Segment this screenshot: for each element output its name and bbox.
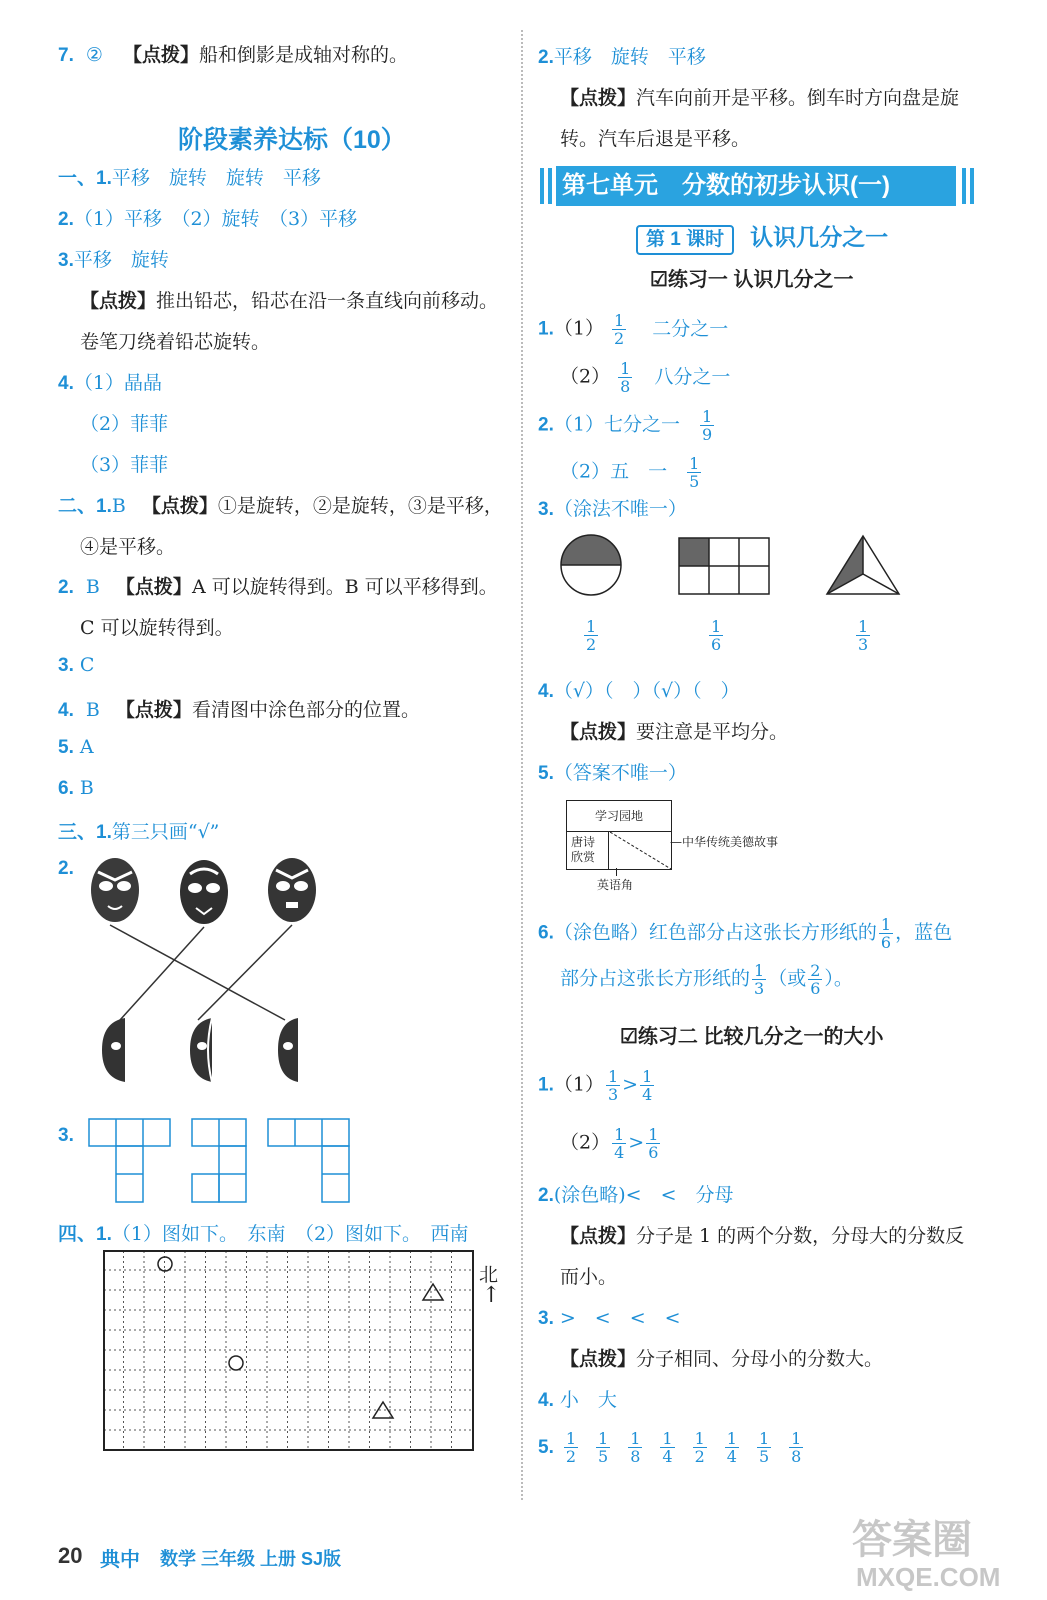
match-line-2: [120, 927, 204, 1020]
right-e6-2: 部分占这张长方形纸的 $\frac{1}{3}$ （或 $\frac{2}{6}$ ）。: [560, 961, 853, 998]
fraction-half: $\frac{1}{2}$: [614, 311, 625, 348]
circle-marker-2: [229, 1356, 243, 1370]
right-f2: 2.(涂色略)< < 分母: [538, 1184, 734, 1206]
shape-3-fraction: $\frac{1}{3}$: [858, 617, 869, 654]
left-s3-3-num: 3.: [58, 1125, 74, 1146]
triangle-marker-1: [423, 1284, 443, 1300]
exercise-1-title: ☑练习一 认识几分之一: [650, 269, 854, 291]
watermark-url: MXQE.COM: [856, 1562, 1001, 1592]
board-side-label: —中华传统美德故事: [670, 835, 779, 849]
fraction-sequence: [562, 1430, 806, 1465]
right-e6: 6.（涂色略）红色部分占这张长方形纸的 $\frac{1}{6}$ ，蓝色: [538, 915, 953, 952]
sequence-fraction: $\frac{1}{5}$: [598, 1429, 609, 1466]
left-s1-1: 一、1.平移 旋转 旋转 平移: [58, 167, 321, 189]
page-number: 20: [58, 1543, 83, 1568]
right-e1-1: 1.（1） $\frac{1}{2}$ 二分之一: [538, 311, 729, 348]
left-s1-3: 3.平移 旋转: [58, 249, 169, 271]
exercise-2-title: ☑练习二 比较几分之一的大小: [620, 1026, 884, 1048]
banner-bar-left-2: [548, 168, 552, 204]
circle-half-shaded: [561, 535, 621, 595]
unit-banner: [540, 166, 984, 206]
watermark-logo: 答案圈: [852, 1518, 972, 1562]
right-e1-2: （2） $\frac{1}{8}$ 八分之一: [560, 359, 731, 396]
right-e4-tip: 【点拨】要注意是平均分。: [560, 721, 789, 743]
left-s2-2: 2. B 【点拨】A 可以旋转得到。B 可以平移得到。: [58, 576, 498, 598]
shape-1-fraction: $\frac{1}{2}$: [586, 617, 597, 654]
sequence-fraction: $\frac{1}{2}$: [565, 1429, 577, 1466]
column-divider: [521, 30, 523, 1500]
lesson-tag: 第 1 课时: [636, 225, 734, 255]
left-s2-1: 二、1.B 【点拨】①是旋转，②是旋转，③是平移，: [58, 495, 503, 517]
sequence-fraction: $\frac{1}{8}$: [791, 1429, 802, 1466]
right-e3: 3.（涂法不唯一）: [538, 498, 687, 520]
right-e5: 5.（答案不唯一）: [538, 762, 687, 784]
right-q2: 2.平移 旋转 平移: [538, 46, 706, 68]
left-s1-4: 4.（1）晶晶: [58, 372, 162, 394]
north-arrow-icon: ↑: [482, 1283, 501, 1308]
left-s1-4-a2: （2）菲菲: [80, 413, 169, 435]
right-e2-1: 2.（1）七分之一 $\frac{1}{9}$: [538, 407, 713, 444]
lesson-title: 认识几分之一: [750, 224, 889, 250]
left-s1-3-tip-2: 卷笔刀绕着铅芯旋转。: [80, 331, 271, 353]
shape-2-fraction: $\frac{1}{6}$: [711, 617, 722, 654]
mask-top-1: [91, 858, 139, 922]
banner-bar-left: [540, 168, 544, 204]
mask-matching-figure: [80, 850, 320, 1090]
board-diagram: [566, 800, 672, 870]
translated-shapes-figure: [88, 1118, 358, 1208]
banner-bar-right: [962, 168, 966, 204]
banner-title: 第七单元 分数的初步认识(一): [556, 166, 956, 206]
left-s2-1-2: ④是平移。: [80, 536, 176, 558]
left-s3-2-num: 2.: [58, 858, 74, 879]
fraction-ninth: $\frac{1}{9}$: [702, 407, 713, 444]
left-s2-5: 5. A: [58, 736, 94, 758]
sequence-fraction: $\frac{1}{5}$: [758, 1429, 770, 1466]
match-line-3: [198, 925, 292, 1020]
right-q2-tip: 【点拨】汽车向前开是平移。倒车时方向盘是旋: [560, 87, 960, 109]
right-e2-2: （2）五 一 $\frac{1}{5}$: [560, 454, 700, 491]
right-f3: 3. > < < <: [538, 1307, 681, 1329]
mask-bottom-1: [102, 1018, 125, 1082]
north-label: 北: [479, 1264, 499, 1286]
left-s2-4: 4. B 【点拨】看清图中涂色部分的位置。: [58, 699, 420, 721]
right-f1-2: （2） $\frac{1}{4}$ > $\frac{1}{6}$: [560, 1125, 659, 1162]
mask-bottom-2: [190, 1018, 212, 1082]
left-q7: 7. ② 【点拨】船和倒影是成轴对称的。: [58, 44, 409, 66]
left-s1-4-a3: （3）菲菲: [80, 454, 169, 476]
mask-top-2: [180, 860, 228, 924]
brand-logo: 典中: [100, 1549, 140, 1571]
mask-top-3: [268, 858, 316, 922]
fraction-eighth: $\frac{1}{8}$: [620, 359, 631, 396]
right-q2-tip-2: 转。汽车后退是平移。: [560, 128, 751, 150]
right-f1-1: 1.（1） $\frac{1}{3}$ > $\frac{1}{4}$: [538, 1067, 653, 1104]
left-s1-3-tip: 【点拨】推出铅芯，铅芯在沿一条直线向前移动。: [80, 290, 499, 312]
fraction-fifth: $\frac{1}{5}$: [689, 454, 700, 491]
circle-marker-1: [158, 1257, 172, 1271]
board-bottom-label: 英语角: [597, 878, 634, 892]
shaded-shapes-figure: [556, 530, 906, 600]
left-s2-3: 3. C: [58, 654, 95, 676]
sequence-fraction: $\frac{1}{4}$: [662, 1429, 673, 1466]
lesson-header: [636, 219, 888, 255]
sequence-fraction: $\frac{1}{8}$: [630, 1429, 641, 1466]
right-f3-tip: 【点拨】分子相同、分母小的分数大。: [560, 1348, 884, 1370]
book-info: 数学 三年级 上册 SJ版: [160, 1549, 342, 1569]
sequence-fraction: $\frac{1}{4}$: [726, 1429, 737, 1466]
right-f2-tip: 【点拨】分子是 1 的两个分数，分母大的分数反: [560, 1225, 965, 1247]
left-s2-2-2: C 可以旋转得到。: [80, 617, 234, 639]
right-e4: 4.（√）（ ）（√）（ ）: [538, 680, 740, 702]
board-pointer: [616, 868, 617, 876]
right-f2-tip-2: 而小。: [560, 1266, 618, 1288]
right-f5: 5. $\frac{1}{2}$ $\frac{1}{5}$ $\frac{1}{8}$ $\frac{1}{4}$ $\frac{1}{2}$ $\frac{1}{4}$ $\frac{1}{5}$ $\frac{1}{8}$: [538, 1430, 805, 1465]
left-s4-1: 四、1.（1）图如下。 东南 （2）图如下。 西南: [58, 1223, 469, 1245]
left-s2-6: 6. B: [58, 777, 94, 799]
match-line-1: [110, 925, 285, 1020]
left-s1-2: 2.（1）平移 （2）旋转 （3）平移: [58, 208, 358, 230]
banner-bar-right-2: [970, 168, 974, 204]
board-left-cell: 唐诗 欣赏: [567, 832, 609, 869]
grid-one-sixth-shaded: [679, 538, 769, 594]
stage-title: 阶段素养达标（10）: [178, 126, 406, 154]
mask-bottom-3: [278, 1018, 298, 1082]
triangle-one-third-shaded: [827, 536, 899, 594]
sequence-fraction: $\frac{1}{2}$: [694, 1429, 705, 1466]
board-top-cell: 学习园地: [567, 801, 671, 832]
left-s3-1: 三、1.第三只画“√”: [58, 821, 220, 843]
direction-grid: [103, 1250, 475, 1452]
right-f4: 4. 小 大: [538, 1389, 617, 1411]
